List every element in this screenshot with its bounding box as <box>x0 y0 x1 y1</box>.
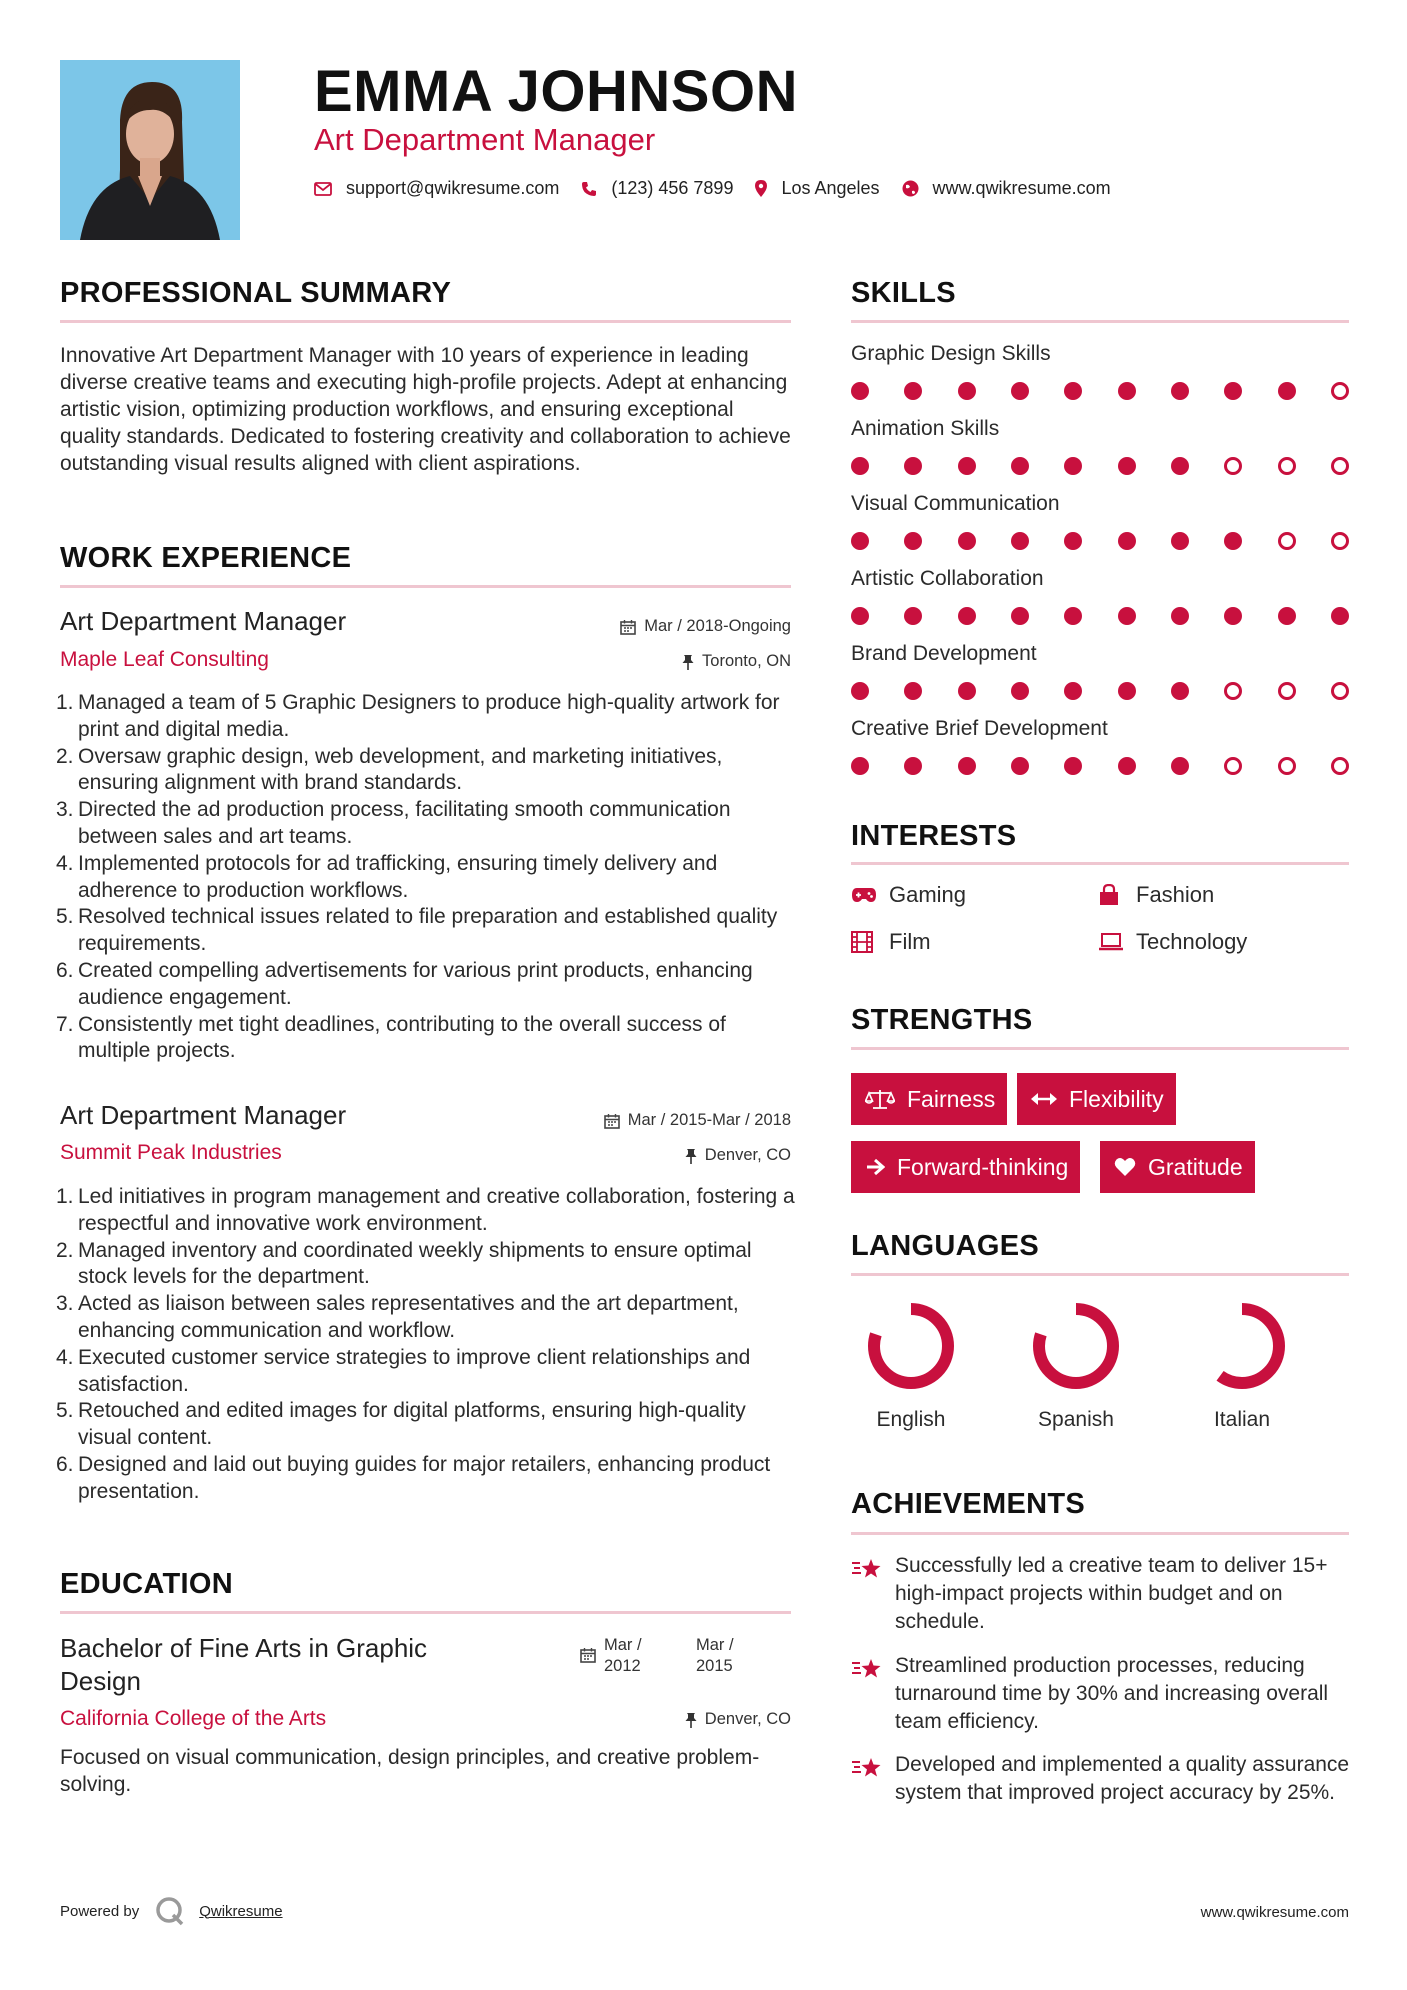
language-item <box>1016 1298 1136 1432</box>
language-label: Italian <box>1213 1408 1271 1431</box>
education-divider <box>60 1611 791 1614</box>
school-name: California College of the Arts <box>60 1707 327 1730</box>
rating-dot-filled <box>1118 757 1136 775</box>
rating-dot-filled <box>904 382 922 400</box>
rating-dot-empty <box>1224 457 1242 475</box>
rating-dot-filled <box>1118 607 1136 625</box>
language-label: English <box>876 1408 946 1431</box>
rating-dot-empty <box>1331 682 1349 700</box>
achievement-text: Developed and implemented a quality assurance system that improved project accuracy by 25%. <box>895 1753 1350 1804</box>
shopping-bag-icon <box>1098 884 1124 906</box>
rating-dot-filled <box>1011 607 1029 625</box>
language-item <box>851 1298 971 1432</box>
achievement-item <box>851 1652 1351 1736</box>
job-location-text: Toronto, ON <box>702 652 791 670</box>
languages-heading: LANGUAGES <box>851 1230 1039 1262</box>
job-company: Summit Peak Industries <box>60 1141 282 1164</box>
language-label: Spanish <box>1038 1408 1114 1431</box>
list-item: 6. Designed and laid out buying guides for major retailers, enhancing product presentation. <box>56 1452 771 1503</box>
rating-dot-filled <box>1011 532 1029 550</box>
rating-dot-empty <box>1331 757 1349 775</box>
rating-dot-filled <box>958 382 976 400</box>
contact-location <box>755 178 879 199</box>
calendar-icon <box>580 1647 596 1663</box>
contact-email-text: support@qwikresume.com <box>346 178 560 198</box>
rating-dot-filled <box>1171 532 1189 550</box>
education-heading: EDUCATION <box>60 1568 233 1600</box>
rating-dot-filled <box>1011 382 1029 400</box>
arrow-right-icon <box>865 1158 885 1176</box>
strength-label: Flexibility <box>1069 1085 1164 1112</box>
achievements-divider <box>851 1532 1349 1535</box>
language-ring <box>863 1298 959 1394</box>
achievement-text: Successfully led a creative team to deliver 15+ high-impact projects within budget and on schedule. <box>895 1554 1328 1633</box>
rating-dot-filled <box>958 607 976 625</box>
rating-dot-empty <box>1331 382 1349 400</box>
rating-dot-filled <box>851 382 869 400</box>
rating-dot-filled <box>1224 607 1242 625</box>
rating-dot-filled <box>1118 457 1136 475</box>
rating-dot-filled <box>1064 382 1082 400</box>
interest-technology <box>1098 929 1247 955</box>
candidate-role: Art Department Manager <box>314 122 656 157</box>
education-location-text: Denver, CO <box>704 1710 791 1728</box>
language-level-arc <box>874 1309 948 1383</box>
achievements-heading: ACHIEVEMENTS <box>851 1488 1086 1520</box>
job-dates-text: Mar / 2015-Mar / 2018 <box>627 1111 791 1129</box>
contact-email[interactable] <box>314 178 559 199</box>
gamepad-icon <box>851 887 877 903</box>
rating-dot-filled <box>1118 682 1136 700</box>
skill-rating <box>851 456 1349 476</box>
rating-dot-filled <box>904 457 922 475</box>
powered-by-label: Powered by <box>60 1902 140 1920</box>
rating-dot-empty <box>1278 457 1296 475</box>
interest-label: Film <box>889 929 931 954</box>
job-duties-list <box>56 690 800 1065</box>
interest-label: Fashion <box>1136 882 1215 907</box>
job-dates <box>604 1111 791 1130</box>
heart-icon <box>1114 1157 1136 1177</box>
rating-dot-empty <box>1224 682 1242 700</box>
rating-dot-empty <box>1331 532 1349 550</box>
language-level-arc <box>1039 1309 1113 1383</box>
pushpin-icon <box>682 654 694 670</box>
shooting-star-icon <box>851 1552 895 1636</box>
skill-label: Animation Skills <box>851 417 1000 440</box>
interest-film <box>851 929 931 955</box>
rating-dot-filled <box>1064 682 1082 700</box>
rating-dot-filled <box>904 682 922 700</box>
education-location <box>685 1710 791 1729</box>
pushpin-icon <box>685 1148 697 1164</box>
interest-label: Gaming <box>889 882 967 907</box>
list-item: 5. Retouched and edited images for digital platforms, ensuring high-quality visual content. <box>56 1399 746 1450</box>
job-title: Art Department Manager <box>60 606 347 636</box>
candidate-name: EMMA JOHNSON <box>314 59 798 124</box>
rating-dot-filled <box>958 757 976 775</box>
envelope-icon <box>314 182 332 196</box>
globe-icon <box>902 180 919 197</box>
rating-dot-filled <box>1064 532 1082 550</box>
rating-dot-filled <box>1171 457 1189 475</box>
interest-fashion <box>1098 882 1214 908</box>
rating-dot-empty <box>1224 757 1242 775</box>
job-location-text: Denver, CO <box>704 1146 791 1164</box>
film-icon <box>851 931 877 953</box>
experience-divider <box>60 585 791 588</box>
rating-dot-filled <box>904 532 922 550</box>
languages-divider <box>851 1273 1349 1276</box>
contact-phone-text: (123) 456 7899 <box>611 178 734 198</box>
achievement-item <box>851 1751 1351 1807</box>
contact-bar <box>314 178 1133 199</box>
job-dates <box>620 617 791 636</box>
footer-website[interactable]: www.qwikresume.com <box>1200 1904 1349 1921</box>
qwikresume-link[interactable]: Qwikresume <box>199 1902 283 1920</box>
job-location <box>685 1146 791 1165</box>
footer-powered-by <box>60 1896 283 1926</box>
list-item: 2. Managed inventory and coordinated weekly shipments to ensure optimal stock levels for the department. <box>56 1238 752 1289</box>
education-dates <box>580 1635 762 1677</box>
job-company: Maple Leaf Consulting <box>60 648 269 671</box>
skill-label: Creative Brief Development <box>851 717 1108 740</box>
contact-phone[interactable] <box>581 178 733 199</box>
experience-heading: WORK EXPERIENCE <box>60 542 352 574</box>
interest-gaming <box>851 882 966 908</box>
strength-tag <box>1100 1141 1255 1193</box>
qwikresume-logo-icon <box>155 1896 185 1926</box>
skills-heading: SKILLS <box>851 277 956 309</box>
rating-dot-filled <box>1118 382 1136 400</box>
pushpin-icon <box>685 1712 697 1728</box>
rating-dot-filled <box>851 532 869 550</box>
rating-dot-filled <box>1011 682 1029 700</box>
rating-dot-filled <box>1118 532 1136 550</box>
skill-label: Visual Communication <box>851 492 1060 515</box>
rating-dot-filled <box>851 607 869 625</box>
language-ring <box>1194 1298 1290 1394</box>
strength-label: Fairness <box>907 1085 996 1112</box>
interests-heading: INTERESTS <box>851 820 1017 852</box>
skill-label: Brand Development <box>851 642 1037 665</box>
rating-dot-filled <box>851 457 869 475</box>
strength-tag <box>851 1141 1080 1193</box>
rating-dot-filled <box>1171 757 1189 775</box>
rating-dot-filled <box>1064 607 1082 625</box>
list-item: 7. Consistently met tight deadlines, contributing to the overall success of multiple projects. <box>56 1012 726 1063</box>
summary-heading: PROFESSIONAL SUMMARY <box>60 277 452 309</box>
skill-label: Graphic Design Skills <box>851 342 1051 365</box>
rating-dot-filled <box>1224 532 1242 550</box>
degree-title: Bachelor of Fine Arts in Graphic Design <box>60 1633 428 1696</box>
calendar-icon <box>620 619 636 635</box>
map-pin-icon <box>755 180 767 197</box>
list-item: 1. Led initiatives in program management and creative collaboration, fostering a respectful and innovative work environment. <box>56 1185 795 1235</box>
skill-rating <box>851 756 1349 776</box>
rating-dot-filled <box>1011 757 1029 775</box>
rating-dot-filled <box>1331 607 1349 625</box>
rating-dot-filled <box>851 757 869 775</box>
language-level-arc <box>1205 1309 1279 1383</box>
rating-dot-filled <box>1064 457 1082 475</box>
rating-dot-filled <box>958 532 976 550</box>
rating-dot-empty <box>1278 532 1296 550</box>
strength-tag <box>1017 1073 1176 1125</box>
list-item: 3. Acted as liaison between sales representatives and the art department, enhancing communication and workflow. <box>56 1292 739 1342</box>
skills-divider <box>851 320 1349 323</box>
skill-rating <box>851 531 1349 551</box>
rating-dot-filled <box>1278 382 1296 400</box>
language-item <box>1182 1298 1302 1432</box>
job-duties-list <box>56 1184 800 1506</box>
strength-label: Forward-thinking <box>897 1153 1069 1180</box>
strengths-heading: STRENGTHS <box>851 1004 1033 1036</box>
profile-photo <box>60 60 240 240</box>
interest-label: Technology <box>1136 929 1248 954</box>
rating-dot-filled <box>1011 457 1029 475</box>
rating-dot-empty <box>1278 757 1296 775</box>
rating-dot-filled <box>958 457 976 475</box>
achievement-text: Streamlined production processes, reducing turnaround time by 30% and increasing overall team efficiency. <box>895 1654 1329 1733</box>
list-item: 6. Created compelling advertisements for various print products, enhancing audience engagement. <box>56 958 753 1009</box>
strength-tag <box>851 1073 1007 1125</box>
shooting-star-icon <box>851 1751 895 1807</box>
job-location <box>682 652 791 671</box>
skill-label: Artistic Collaboration <box>851 567 1044 590</box>
rating-dot-filled <box>904 607 922 625</box>
strengths-divider <box>851 1047 1349 1050</box>
job-title: Art Department Manager <box>60 1100 347 1130</box>
education-start: Mar / 2012 <box>604 1636 642 1675</box>
achievement-item <box>851 1552 1351 1636</box>
list-item: 4. Executed customer service strategies to improve client relationships and satisfaction. <box>56 1345 751 1396</box>
calendar-icon <box>604 1113 620 1129</box>
contact-website[interactable] <box>902 178 1111 199</box>
list-item: 2. Oversaw graphic design, web development, and marketing initiatives, ensuring alignment with brand standards. <box>56 744 723 795</box>
rating-dot-empty <box>1331 457 1349 475</box>
contact-location-text: Los Angeles <box>781 178 880 198</box>
strength-label: Gratitude <box>1148 1153 1243 1180</box>
rating-dot-filled <box>1171 682 1189 700</box>
job-dates-text: Mar / 2018-Ongoing <box>644 617 791 635</box>
rating-dot-filled <box>1171 382 1189 400</box>
laptop-icon <box>1098 932 1124 952</box>
skill-rating <box>851 681 1349 701</box>
rating-dot-filled <box>904 757 922 775</box>
skill-rating <box>851 606 1349 626</box>
summary-divider <box>60 320 791 323</box>
rating-dot-filled <box>851 682 869 700</box>
interests-divider <box>851 862 1349 865</box>
list-item: 1. Managed a team of 5 Graphic Designers to produce high-quality artwork for print and digital media. <box>56 691 780 741</box>
rating-dot-filled <box>1224 382 1242 400</box>
summary-text: Innovative Art Department Manager with 10 years of experience in leading diverse creative teams and executing high-profile projects. Adept at enhancing artistic vision, optimizing production workflows, and ensuring exceptional quality standards. Dedicated to fostering creativity and collaboration to achieve outstanding visual results aligned with client aspirations. <box>60 344 791 475</box>
list-item: 3. Directed the ad production process, facilitating smooth communication between sales and art teams. <box>56 798 731 848</box>
skill-rating <box>851 381 1349 401</box>
rating-dot-filled <box>1278 607 1296 625</box>
list-item: 4. Implemented protocols for ad trafficking, ensuring timely delivery and adherence to production workflows. <box>56 851 718 902</box>
balance-scale-icon <box>865 1088 895 1110</box>
arrows-horizontal-icon <box>1031 1092 1057 1106</box>
contact-website-text: www.qwikresume.com <box>932 178 1111 198</box>
shooting-star-icon <box>851 1652 895 1736</box>
rating-dot-empty <box>1278 682 1296 700</box>
education-end: Mar / 2015 <box>696 1636 734 1675</box>
language-ring <box>1028 1298 1124 1394</box>
rating-dot-filled <box>1171 607 1189 625</box>
rating-dot-filled <box>1064 757 1082 775</box>
education-description: Focused on visual communication, design principles, and creative problem-solving. <box>60 1746 760 1796</box>
phone-icon <box>581 181 597 197</box>
list-item: 5. Resolved technical issues related to file preparation and established quality requirements. <box>56 905 778 956</box>
rating-dot-filled <box>958 682 976 700</box>
